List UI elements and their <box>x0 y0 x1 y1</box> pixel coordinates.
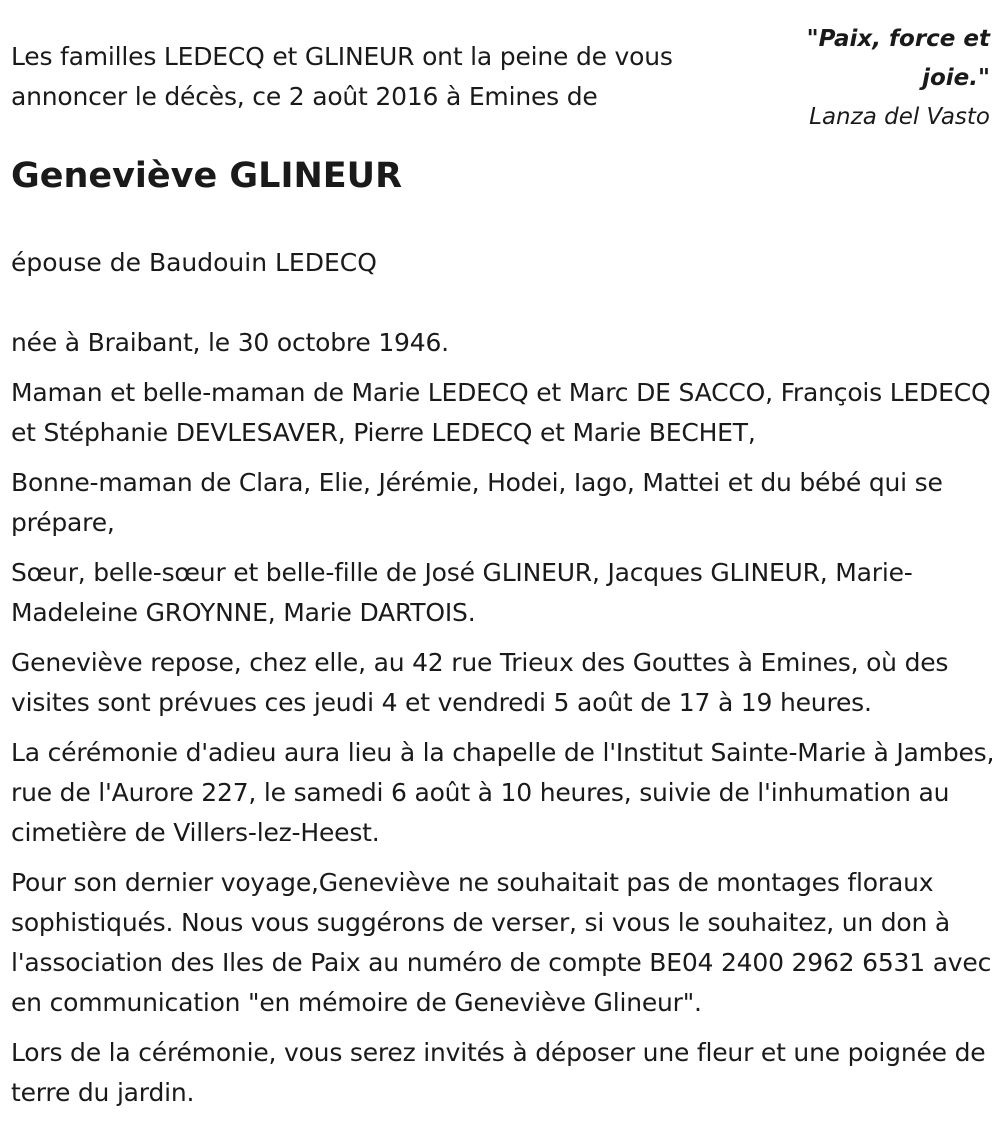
birth-paragraph: née à Braibant, le 30 octobre 1946. <box>11 328 449 357</box>
siblings-paragraph: Sœur, belle-sœur et belle-fille de José GLINEUR, Jacques GLINEUR, Marie-Madeleine GROYNNE, Marie DARTOIS. <box>11 558 913 627</box>
children-paragraph: Maman et belle-maman de Marie LEDECQ et Marc DE SACCO, François LEDECQ et Stéphanie DEVLESAVER, Pierre LEDECQ et Marie BECHET, <box>11 378 991 447</box>
obituary-notice <box>11 0 996 1125</box>
quote-author: Lanza del Vasto <box>809 104 990 130</box>
epigraph-quote <box>770 20 990 137</box>
flower-paragraph: Lors de la cérémonie, vous serez invités à déposer une fleur et une poignée de terre du jardin. <box>11 1038 986 1107</box>
grandchildren-paragraph: Bonne-maman de Clara, Elie, Jérémie, Hodei, Iago, Mattei et du bébé qui se prépare, <box>11 468 943 537</box>
intro-announcement: Les familles LEDECQ et GLINEUR ont la peine de vous annoncer le décès, ce 2 août 2016 à Emines de <box>11 42 673 111</box>
ceremony-paragraph: La cérémonie d'adieu aura lieu à la chapelle de l'Institut Sainte-Marie à Jambes, rue de l'Aurore 227, le samedi 6 août à 10 heures, suivie de l'inhumation au cimetière de Villers-lez-Heest. <box>11 738 995 847</box>
visitation-paragraph: Geneviève repose, chez elle, au 42 rue Trieux des Gouttes à Emines, où des visites sont prévues ces jeudi 4 et vendredi 5 août de 17 à 19 heures. <box>11 648 949 717</box>
quote-text: "Paix, force et joie." <box>806 26 990 91</box>
obituary-body <box>11 323 996 1123</box>
spouse-line: épouse de Baudouin LEDECQ <box>11 248 377 277</box>
deceased-name-heading: Geneviève GLINEUR <box>11 156 403 196</box>
donation-paragraph: Pour son dernier voyage,Geneviève ne souhaitait pas de montages floraux sophistiqués. Nous vous suggérons de verser, si vous le souhaitez, un don à l'association des Iles de Paix au numéro de compte BE04 2400 2962 6531 avec en communication "en mémoire de Geneviève Glineur". <box>11 868 992 1017</box>
